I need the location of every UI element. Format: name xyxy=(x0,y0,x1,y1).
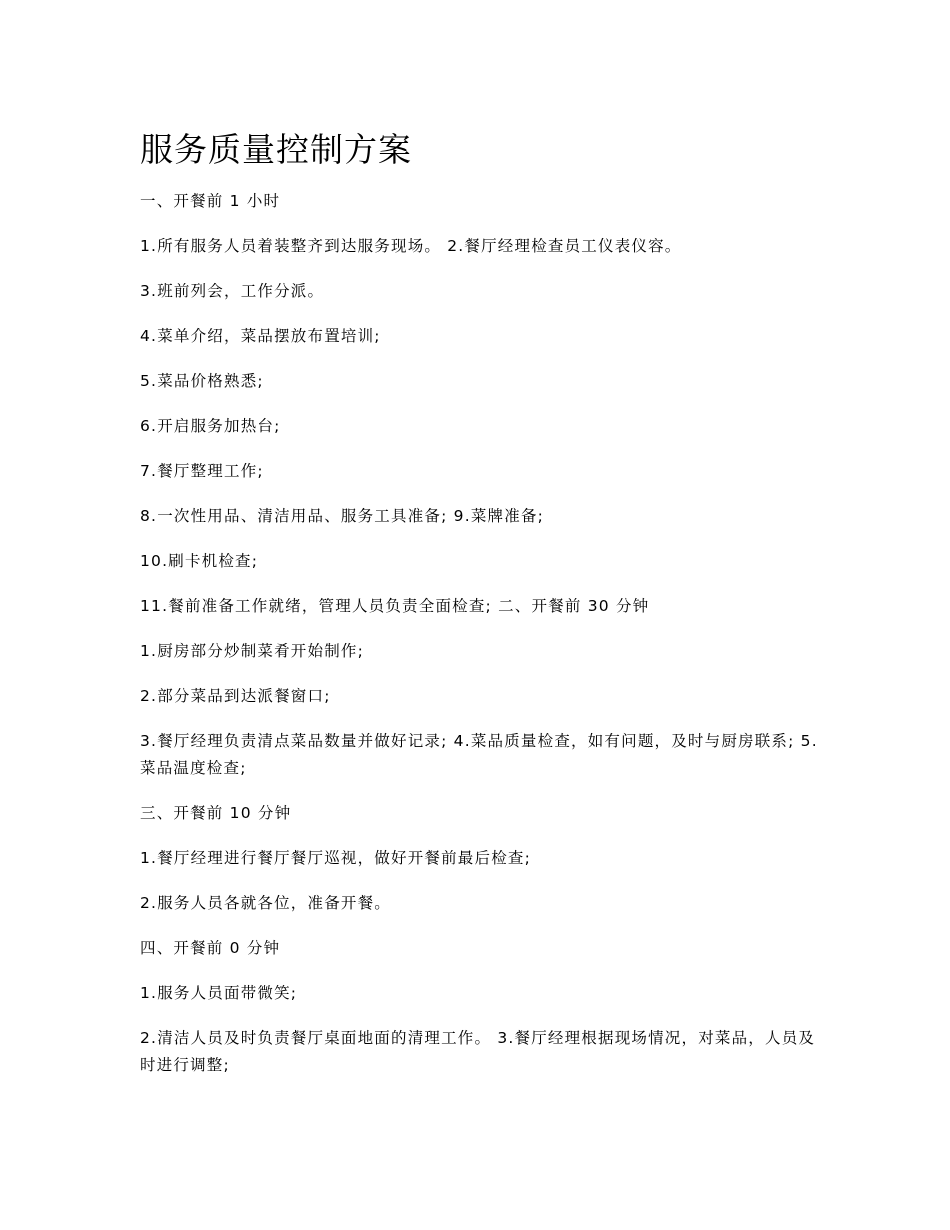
paragraph-4: 4.菜单介绍，菜品摆放布置培训; xyxy=(140,327,381,345)
paragraph-6: 6.开启服务加热台; xyxy=(140,417,281,435)
paragraph-13: 3.餐厅经理负责清点菜品数量并做好记录; 4.菜品质量检查，如有问题，及时与厨房联系; 5.菜品温度检查; xyxy=(140,732,818,777)
paragraph-9: 10.刷卡机检查; xyxy=(140,552,259,570)
paragraph-10: 11.餐前准备工作就绪，管理人员负责全面检查; 二、开餐前 30 分钟 xyxy=(140,597,650,615)
document-page xyxy=(140,128,830,1097)
paragraph-11: 1.厨房部分炒制菜肴开始制作; xyxy=(140,642,365,660)
paragraph-17: 四、开餐前 0 分钟 xyxy=(140,939,281,957)
paragraph-2: 1.所有服务人员着装整齐到达服务现场。 2.餐厅经理检查员工仪表仪容。 xyxy=(140,237,682,255)
paragraph-14: 三、开餐前 10 分钟 xyxy=(140,804,292,822)
paragraph-16: 2.服务人员各就各位，准备开餐。 xyxy=(140,894,391,912)
paragraph-8: 8.一次性用品、清洁用品、服务工具准备; 9.菜牌准备; xyxy=(140,507,545,525)
paragraph-5: 5.菜品价格熟悉; xyxy=(140,372,264,390)
paragraph-3: 3.班前列会，工作分派。 xyxy=(140,282,325,300)
paragraph-18: 1.服务人员面带微笑; xyxy=(140,984,298,1002)
paragraph-7: 7.餐厅整理工作; xyxy=(140,462,264,480)
document-title: 服务质量控制方案 xyxy=(140,130,412,169)
paragraph-1: 一、开餐前 1 小时 xyxy=(140,192,281,210)
paragraph-19: 2.清洁人员及时负责餐厅桌面地面的清理工作。 3.餐厅经理根据现场情况，对菜品，人员及时进行调整; xyxy=(140,1029,816,1074)
paragraph-12: 2.部分菜品到达派餐窗口; xyxy=(140,687,331,705)
paragraph-15: 1.餐厅经理进行餐厅餐厅巡视，做好开餐前最后检查; xyxy=(140,849,532,867)
